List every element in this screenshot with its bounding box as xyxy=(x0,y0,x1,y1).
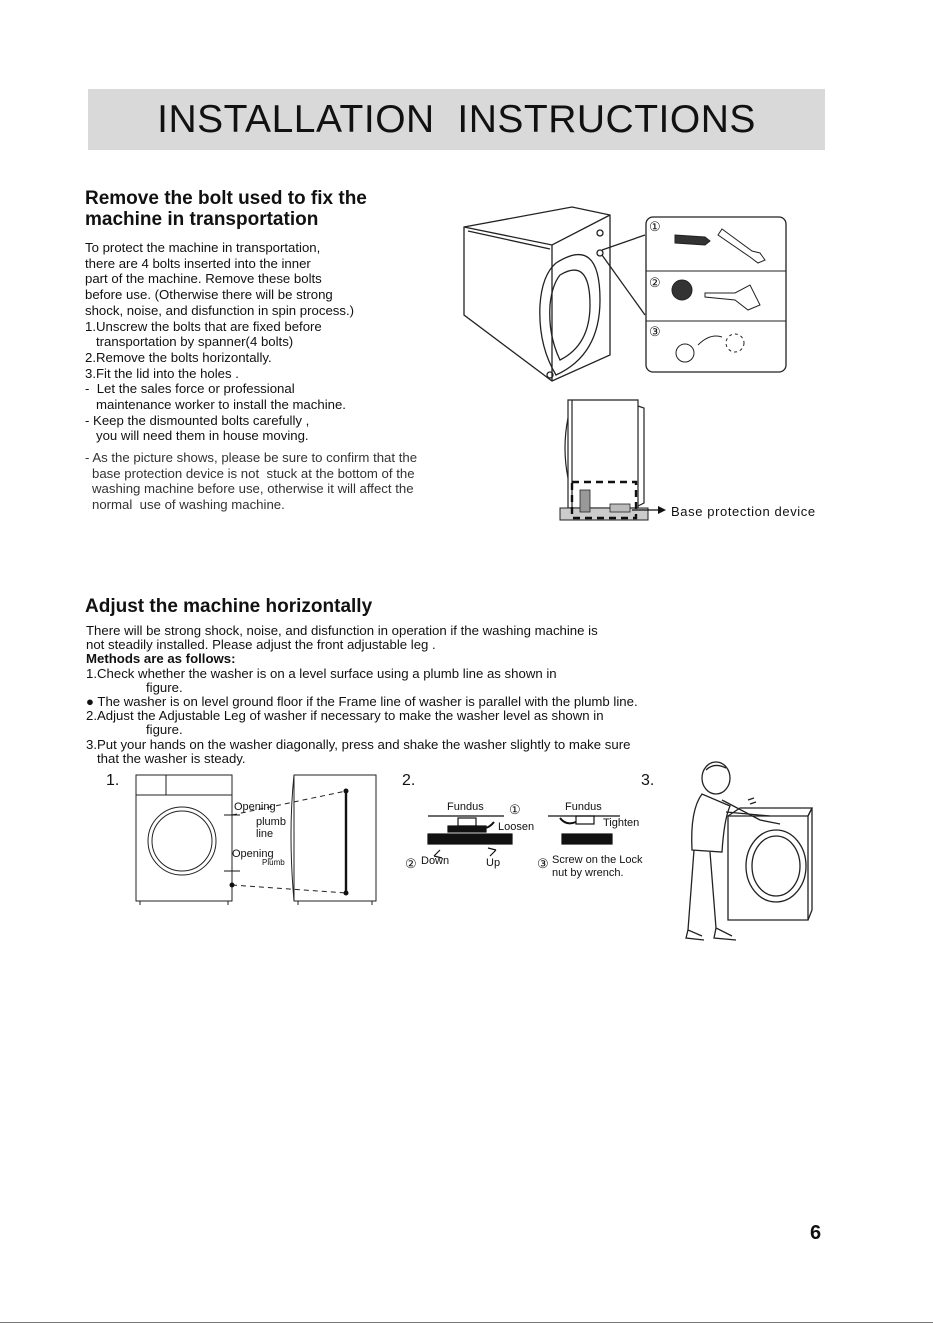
text-line: - Keep the dismounted bolts carefully , xyxy=(85,412,310,428)
opening-label-2: Opening xyxy=(232,848,274,860)
text-line: 3.Put your hands on the washer diagonally, press and shake the washer slightly to make sure xyxy=(86,736,631,752)
text-line: To protect the machine in transportation, xyxy=(85,240,321,255)
text-line: transportation by spanner(4 bolts) xyxy=(96,334,294,350)
text-line: 1.Check whether the washer is on a level surface using a plumb line as shown in xyxy=(86,665,557,681)
plumb-small-label: Plumb xyxy=(262,858,285,867)
section1-heading: Remove the bolt used to fix the machine in transportation xyxy=(85,188,367,230)
tighten-label: Tighten xyxy=(603,817,640,829)
step-3-marker: ③ xyxy=(537,856,549,871)
text-line: figure. xyxy=(146,679,183,695)
text-line: before use. (Otherwise there will be strong xyxy=(85,287,333,303)
text-line: part of the machine. Remove these bolts xyxy=(85,271,322,287)
figure-number-3: 3. xyxy=(641,772,655,789)
text-line: that the washer is steady. xyxy=(97,750,246,766)
bullet-line: ● The washer is on level ground floor if the Frame line of washer is parallel with the plumb line. xyxy=(86,694,638,710)
text-line: maintenance worker to install the machine. xyxy=(96,397,346,413)
text-line: figure. xyxy=(146,722,183,738)
page-title: INSTALLATION INSTRUCTIONS xyxy=(157,97,756,141)
section1-note xyxy=(85,450,417,513)
step-2-marker: ② xyxy=(405,856,417,871)
section2-body xyxy=(86,624,638,766)
opening-label-1: Opening xyxy=(234,801,276,813)
plumb-line-figure xyxy=(134,773,384,908)
text-line: There will be strong shock, noise, and disfunction in operation if the washing machine is xyxy=(86,623,598,638)
text-line: 2.Adjust the Adjustable Leg of washer if necessary to make the washer level as shown in xyxy=(86,708,604,724)
person-shaking-washer-figure xyxy=(680,760,815,950)
step-marker-1: ① xyxy=(649,219,661,234)
screw-label-2: nut by wrench. xyxy=(552,867,624,879)
base-protection-label: Base protection device xyxy=(671,504,816,519)
up-label: Up xyxy=(486,857,501,869)
text-line: - Let the sales force or professional xyxy=(85,381,295,397)
figure-number-1: 1. xyxy=(106,772,120,789)
section1-body xyxy=(85,240,354,444)
title-banner xyxy=(88,89,825,150)
note-line: washing machine before use, otherwise it will affect the xyxy=(92,481,414,497)
note-line: normal use of washing machine. xyxy=(92,497,285,513)
methods-label: Methods are as follows: xyxy=(86,651,236,667)
line-label: line xyxy=(256,828,274,840)
text-line: 3.Fit the lid into the holes . xyxy=(85,365,239,381)
steps-panel xyxy=(646,217,786,372)
text-line: shock, noise, and disfunction in spin process.) xyxy=(85,302,355,318)
fundus-label-left: Fundus xyxy=(447,801,484,813)
plumb-label: plumb xyxy=(256,816,286,828)
step-marker-3: ③ xyxy=(649,324,661,339)
text-line: 1.Unscrew the bolts that are fixed before xyxy=(85,318,322,334)
step-1-marker: ① xyxy=(509,802,521,817)
note-line: base protection device is not stuck at the bottom of the xyxy=(92,465,415,481)
screw-label-1: Screw on the Lock xyxy=(552,854,643,866)
step-marker-2: ② xyxy=(649,275,661,290)
base-protection-illustration xyxy=(558,398,668,524)
fundus-label-right: Fundus xyxy=(565,801,602,813)
text-line: 2.Remove the bolts horizontally. xyxy=(85,349,272,365)
text-line: there are 4 bolts inserted into the inner xyxy=(85,255,311,271)
bottom-divider xyxy=(0,1322,933,1323)
washer-bolt-illustration xyxy=(460,205,790,390)
page-number: 6 xyxy=(810,1222,822,1244)
text-line: you will need them in house moving. xyxy=(96,428,309,444)
figure-number-2: 2. xyxy=(402,772,416,789)
loosen-label: Loosen xyxy=(498,821,535,833)
note-line: - As the picture shows, please be sure to confirm that the xyxy=(85,450,418,465)
text-line: not steadily installed. Please adjust the front adjustable leg . xyxy=(86,637,436,653)
down-label: Down xyxy=(421,855,450,867)
section2-heading: Adjust the machine horizontally xyxy=(85,596,373,617)
